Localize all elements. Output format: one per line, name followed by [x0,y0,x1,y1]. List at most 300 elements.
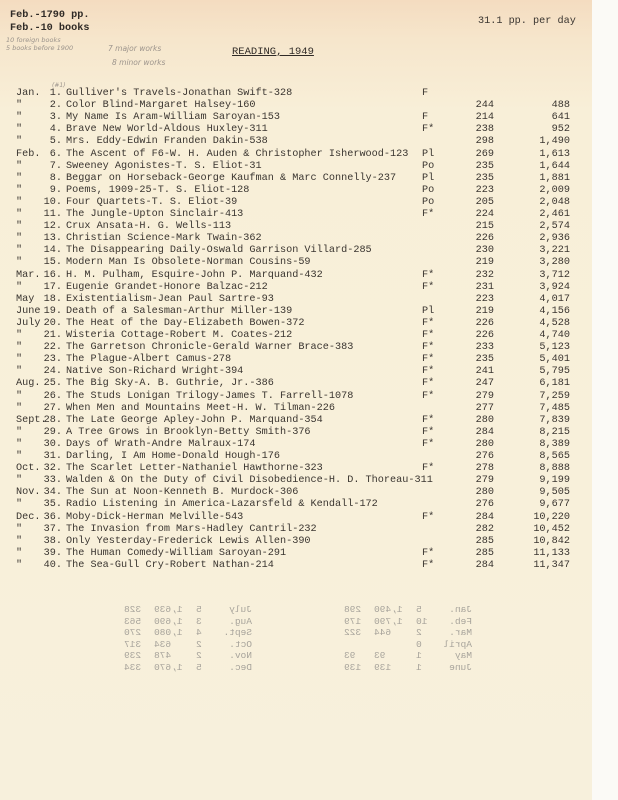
books-cell: 1 [416,662,422,673]
month-cell: " [16,136,23,148]
title-author-pages-cell: Brave New World-Aldous Huxley-311 [66,124,268,136]
pages-cell: 93 [374,650,386,662]
cumulative-pages-cell: 11,347 [533,559,570,571]
daily-average-cell: 230 [475,245,494,257]
avg-cell: 179 [344,615,362,627]
daily-average-cell: 285 [475,547,494,559]
month-cell: Oct. [229,638,252,650]
pages-cell: 1,639 [154,604,183,615]
reading-list-row [0,560,592,572]
title-author-pages-cell: The Heat of the Day-Elizabeth Bowen-372 [66,317,305,329]
pages-cell: 644 [374,627,392,639]
bleed-through-row [302,604,472,616]
genre-cell: F* [422,463,435,475]
reading-list-row [0,173,592,185]
month-cell: " [16,390,23,402]
genre-cell: F* [422,269,435,281]
books-cell: 5 [196,662,202,673]
cumulative-pages-cell: 3,280 [539,257,570,269]
bleed-through-row [302,650,472,662]
number-cell: 38. [43,535,62,547]
month-cell: " [16,559,23,571]
daily-average-cell: 280 [475,438,494,450]
daily-average-cell: 244 [475,100,494,112]
pages-cell: 1,790 [374,615,403,627]
title-author-pages-cell: The Human Comedy-William Saroyan-291 [66,547,287,559]
bleed-through-row [82,604,252,616]
genre-cell: F* [422,317,435,329]
month-cell: " [16,475,23,487]
cumulative-pages-cell: 4,740 [539,330,570,341]
reading-list-row [0,366,592,378]
genre-cell: F* [422,559,435,571]
pages-cell: 1,670 [154,662,183,673]
daily-average-cell: 276 [475,499,494,511]
books-cell: 4 [196,627,202,639]
avg-cell: 139 [344,662,362,673]
pencil-note-foreign: 10 foreign books [6,36,61,44]
title-author-pages-cell: Only Yesterday-Frederick Lewis Allen-390 [66,535,311,547]
daily-average-cell: 284 [475,559,494,571]
daily-average-cell: 219 [475,305,494,317]
number-cell: 5. [49,136,62,148]
title-author-pages-cell: The Invasion from Mars-Hadley Cantril-232 [66,523,317,535]
daily-average-cell: 280 [475,414,494,426]
title-author-pages-cell: The Studs Lonigan Trilogy-James T. Farrell-1078 [66,390,354,402]
title-author-pages-cell: Beggar on Horseback-George Kaufman & Marc Connelly-237 [66,172,397,184]
genre-cell: F* [422,281,435,293]
cumulative-pages-cell: 5,795 [539,366,570,378]
reading-list-row [0,294,592,306]
reading-list-row [0,270,592,282]
pencil-note-before-1900: 5 books before 1900 [6,44,74,52]
genre-cell: Po [422,196,435,208]
number-cell: 29. [43,426,62,438]
month-cell: " [16,221,23,233]
number-cell: 15. [43,257,62,269]
month-cell: Jan. [16,88,41,99]
daily-average-cell: 285 [475,535,494,547]
number-cell: 20. [43,317,62,329]
pencil-note-minor: 8 minor works [112,58,166,67]
daily-average-cell: 226 [475,233,494,245]
daily-average-cell: 215 [475,221,494,233]
avg-cell: 334 [124,662,142,673]
reading-list-row [0,415,592,427]
bleed-through-row [82,650,252,662]
title-author-pages-cell: Poems, 1909-25-T. S. Eliot-128 [66,184,250,196]
daily-average-cell: 241 [475,366,494,378]
month-cell: Mar. [16,269,41,281]
title-author-pages-cell: A Tree Grows in Brooklyn-Betty Smith-376 [66,426,311,438]
daily-average-cell: 224 [475,209,494,220]
daily-average-cell: 277 [475,402,494,414]
number-cell: 2. [49,100,62,112]
title-author-pages-cell: Mrs. Eddy-Edwin Franden Dakin-538 [66,136,268,148]
title-author-pages-cell: Modern Man Is Obsolete-Norman Cousins-59 [66,257,311,269]
reading-list-row [0,463,592,475]
month-cell: " [16,342,23,354]
number-cell: 19. [43,305,62,317]
cumulative-pages-cell: 2,936 [539,233,570,245]
avg-cell: 322 [344,627,362,639]
daily-average-cell: 298 [475,136,494,148]
title-author-pages-cell: Death of a Salesman-Arthur Miller-139 [66,305,293,317]
daily-average-cell: 214 [475,112,494,124]
daily-average-cell: 235 [475,172,494,184]
cumulative-pages-cell: 3,221 [539,245,570,257]
title-author-pages-cell: Christian Science-Mark Twain-362 [66,233,262,245]
daily-average-cell: 219 [475,257,494,269]
cumulative-pages-cell: 488 [551,100,570,112]
title-author-pages-cell: Walden & On the Duty of Civil Disobedience-H. D. Thoreau-311 [66,475,433,487]
number-cell: 21. [43,330,62,341]
cumulative-pages-cell: 2,048 [539,196,570,208]
pages-cell: 1,080 [154,627,183,639]
cumulative-pages-cell: 9,199 [539,475,570,487]
bleed-through-row [302,627,472,639]
title-author-pages-cell: Crux Ansata-H. G. Wells-113 [66,221,232,233]
reading-list-row [0,354,592,366]
month-cell: Feb. [16,148,41,160]
number-cell: 28. [43,414,62,426]
avg-cell: 239 [124,650,142,662]
reading-list-row [0,439,592,451]
number-cell: 16. [43,269,62,281]
month-cell: April [443,638,472,650]
title-author-pages-cell: Eugenie Grandet-Honore Balzac-212 [66,281,268,293]
books-cell: 2 [196,638,202,650]
genre-cell: F* [422,414,435,426]
month-cell: " [16,209,23,220]
title-author-pages-cell: Four Quartets-T. S. Eliot-39 [66,196,238,208]
daily-average-cell: 279 [475,475,494,487]
number-cell: 23. [43,354,62,366]
month-cell: Dec. [16,511,41,523]
books-cell: 2 [416,627,422,639]
title-author-pages-cell: Days of Wrath-Andre Malraux-174 [66,438,256,450]
pencil-note-first: (#1) [52,82,66,89]
daily-average-cell: 232 [475,269,494,281]
cumulative-pages-cell: 6,181 [539,378,570,390]
reading-list-row [0,318,592,330]
reading-list-row [0,100,592,112]
month-cell: " [16,196,23,208]
bleed-through-row [302,616,472,628]
month-cell: Oct. [16,463,41,475]
daily-average-cell: 223 [475,184,494,196]
genre-cell: F [422,112,429,124]
cumulative-pages-cell: 641 [551,112,570,124]
number-cell: 17. [43,281,62,293]
number-cell: 1. [49,88,62,99]
number-cell: 36. [43,511,62,523]
month-cell: Aug. [229,615,252,627]
avg-cell: 563 [124,615,142,627]
reading-list-row [0,245,592,257]
cumulative-pages-cell: 10,220 [533,511,570,523]
books-cell: 10 [416,615,428,627]
month-cell: " [16,402,23,414]
month-cell: " [16,330,23,341]
bleed-through-row [82,639,252,651]
month-cell: July [229,604,252,615]
reading-list-row [0,149,592,161]
title-author-pages-cell: Radio Listening in America-Lazarsfeld & Kendall-172 [66,499,378,511]
number-cell: 10. [43,196,62,208]
cumulative-pages-cell: 9,505 [539,487,570,499]
title-author-pages-cell: The Jungle-Upton Sinclair-413 [66,209,244,220]
daily-average-cell: 247 [475,378,494,390]
title-author-pages-cell: Native Son-Richard Wright-394 [66,366,244,378]
cumulative-pages-cell: 1,490 [539,136,570,148]
reading-list-row [0,112,592,124]
genre-cell: Po [422,184,435,196]
number-cell: 9. [49,184,62,196]
number-cell: 26. [43,390,62,402]
reading-list-row [0,524,592,536]
daily-average-cell: 233 [475,342,494,354]
reading-list-row [0,378,592,390]
cumulative-pages-cell: 8,215 [539,426,570,438]
title-author-pages-cell: Darling, I Am Home-Donald Hough-176 [66,451,280,462]
title-author-pages-cell: Wisteria Cottage-Robert M. Coates-212 [66,330,293,341]
reading-list-row [0,548,592,560]
month-cell: July [16,317,41,329]
reading-list-row [0,475,592,487]
month-cell: " [16,547,23,559]
month-cell: Mar. [449,627,472,639]
month-cell: " [16,281,23,293]
number-cell: 31. [43,451,62,462]
number-cell: 12. [43,221,62,233]
genre-cell: Pl [422,305,435,317]
number-cell: 3. [49,112,62,124]
daily-average-cell: 279 [475,390,494,402]
books-cell: 5 [416,604,422,615]
number-cell: 8. [49,172,62,184]
number-cell: 18. [43,293,62,305]
title-author-pages-cell: H. M. Pulham, Esquire-John P. Marquand-432 [66,269,323,281]
genre-cell: F* [422,342,435,354]
cumulative-pages-cell: 10,452 [533,523,570,535]
reading-list-row [0,161,592,173]
title-author-pages-cell: When Men and Mountains Meet-H. W. Tilman-226 [66,402,335,414]
month-cell: " [16,535,23,547]
number-cell: 34. [43,487,62,499]
avg-cell: 298 [344,604,362,615]
genre-cell: F [422,88,429,99]
cumulative-pages-cell: 3,924 [539,281,570,293]
cumulative-pages-cell: 952 [551,124,570,136]
pages-summary: Feb.-1790 pp. [10,10,90,21]
number-cell: 22. [43,342,62,354]
number-cell: 32. [43,463,62,475]
month-cell: Aug. [16,378,41,390]
reading-list-row [0,391,592,403]
cumulative-pages-cell: 7,259 [539,390,570,402]
reading-list-row [0,330,592,342]
bleed-through-row [82,662,252,674]
number-cell: 35. [43,499,62,511]
genre-cell: Pl [422,148,435,160]
month-cell: " [16,160,23,172]
cumulative-pages-cell: 8,389 [539,438,570,450]
avg-cell: 317 [124,638,142,650]
number-cell: 33. [43,475,62,487]
number-cell: 11. [43,209,62,220]
cumulative-pages-cell: 2,461 [539,209,570,220]
reading-list-row [0,221,592,233]
cumulative-pages-cell: 2,574 [539,221,570,233]
month-cell: " [16,366,23,378]
month-cell: " [16,245,23,257]
books-cell: 0 [416,638,422,650]
month-cell: " [16,438,23,450]
cumulative-pages-cell: 10,842 [533,535,570,547]
reading-list-row [0,88,592,100]
month-cell: " [16,451,23,462]
cumulative-pages-cell: 7,485 [539,402,570,414]
daily-average-cell: 223 [475,293,494,305]
genre-cell: F* [422,366,435,378]
title-author-pages-cell: Moby-Dick-Herman Melville-543 [66,511,244,523]
cumulative-pages-cell: 7,839 [539,414,570,426]
title-author-pages-cell: The Scarlet Letter-Nathaniel Hawthorne-323 [66,463,323,475]
number-cell: 25. [43,378,62,390]
month-cell: " [16,100,23,112]
pages-cell: 634 [154,638,172,650]
daily-average-cell: 284 [475,426,494,438]
month-cell: Dec. [229,662,252,673]
month-cell: " [16,354,23,366]
number-cell: 39. [43,547,62,559]
daily-average-cell: 235 [475,354,494,366]
reading-list-row [0,233,592,245]
title-author-pages-cell: Gulliver's Travels-Jonathan Swift-328 [66,88,293,99]
reading-list-row [0,124,592,136]
books-cell: 5 [196,604,202,615]
title-author-pages-cell: The Big Sky-A. B. Guthrie, Jr.-386 [66,378,274,390]
month-cell: Feb. [449,615,472,627]
daily-average-cell: 231 [475,281,494,293]
pages-cell: 1,490 [374,604,403,615]
title-author-pages-cell: My Name Is Aram-William Saroyan-153 [66,112,280,124]
reading-list-row [0,403,592,415]
number-cell: 13. [43,233,62,245]
number-cell: 40. [43,559,62,571]
number-cell: 6. [49,148,62,160]
cumulative-pages-cell: 2,009 [539,184,570,196]
genre-cell: F* [422,354,435,366]
month-cell: " [16,112,23,124]
cumulative-pages-cell: 4,156 [539,305,570,317]
pages-cell: 478 [154,650,172,662]
number-cell: 27. [43,402,62,414]
reading-list-row [0,185,592,197]
reading-list-row [0,487,592,499]
title-author-pages-cell: The Disappearing Daily-Oswald Garrison Villard-285 [66,245,372,257]
reading-list-row [0,136,592,148]
reading-list-row [0,451,592,463]
reading-list-row [0,512,592,524]
daily-average-cell: 235 [475,160,494,172]
reading-list-row [0,306,592,318]
genre-cell: F* [422,438,435,450]
cumulative-pages-cell: 8,888 [539,463,570,475]
daily-average-cell: 284 [475,511,494,523]
cumulative-pages-cell: 4,017 [539,293,570,305]
month-cell: " [16,523,23,535]
title-author-pages-cell: Sweeney Agonistes-T. S. Eliot-31 [66,160,262,172]
bleed-through-table [112,604,472,684]
title-author-pages-cell: Color Blind-Margaret Halsey-160 [66,100,256,112]
daily-average-cell: 282 [475,523,494,535]
books-summary: Feb.-10 books [10,23,90,34]
books-cell: 2 [196,650,202,662]
daily-average-cell: 205 [475,196,494,208]
daily-average-cell: 226 [475,317,494,329]
month-cell: " [16,184,23,196]
month-cell: Sept. [223,627,252,639]
number-cell: 7. [49,160,62,172]
bleed-through-row [82,627,252,639]
month-cell: Nov. [16,487,41,499]
number-cell: 30. [43,438,62,450]
month-cell: " [16,499,23,511]
month-cell: May [16,293,35,305]
title-author-pages-cell: The Late George Apley-John P. Marquand-354 [66,414,323,426]
bleed-through-row [82,616,252,628]
reading-list-row [0,427,592,439]
number-cell: 4. [49,124,62,136]
books-cell: 1 [416,650,422,662]
title-author-pages-cell: The Ascent of F6-W. H. Auden & Christopher Isherwood-123 [66,148,409,160]
pages-cell: 1,690 [154,615,183,627]
genre-cell: F* [422,511,435,523]
cumulative-pages-cell: 5,123 [539,342,570,354]
number-cell: 24. [43,366,62,378]
month-cell: " [16,426,23,438]
genre-cell: F* [422,390,435,402]
genre-cell: Po [422,160,435,172]
month-cell: Sept. [16,414,47,426]
number-cell: 37. [43,523,62,535]
title-author-pages-cell: Existentialism-Jean Paul Sartre-93 [66,293,274,305]
month-cell: " [16,172,23,184]
bleed-through-row [302,639,472,651]
cumulative-pages-cell: 1,881 [539,172,570,184]
month-cell: " [16,257,23,269]
daily-average-cell: 226 [475,330,494,341]
pencil-note-major: 7 major works [108,44,162,53]
reading-list-row [0,282,592,294]
genre-cell: Pl [422,172,435,184]
daily-average-cell: 276 [475,451,494,462]
cumulative-pages-cell: 9,677 [539,499,570,511]
genre-cell: F* [422,209,435,220]
month-cell: " [16,124,23,136]
avg-cell: 328 [124,604,142,615]
reading-list-row [0,209,592,221]
month-cell: " [16,233,23,245]
cumulative-pages-cell: 1,644 [539,160,570,172]
reading-list-row [0,499,592,511]
cumulative-pages-cell: 4,528 [539,317,570,329]
month-cell: May [454,650,472,662]
genre-cell: F* [422,378,435,390]
page-title: READING, 1949 [232,46,314,58]
